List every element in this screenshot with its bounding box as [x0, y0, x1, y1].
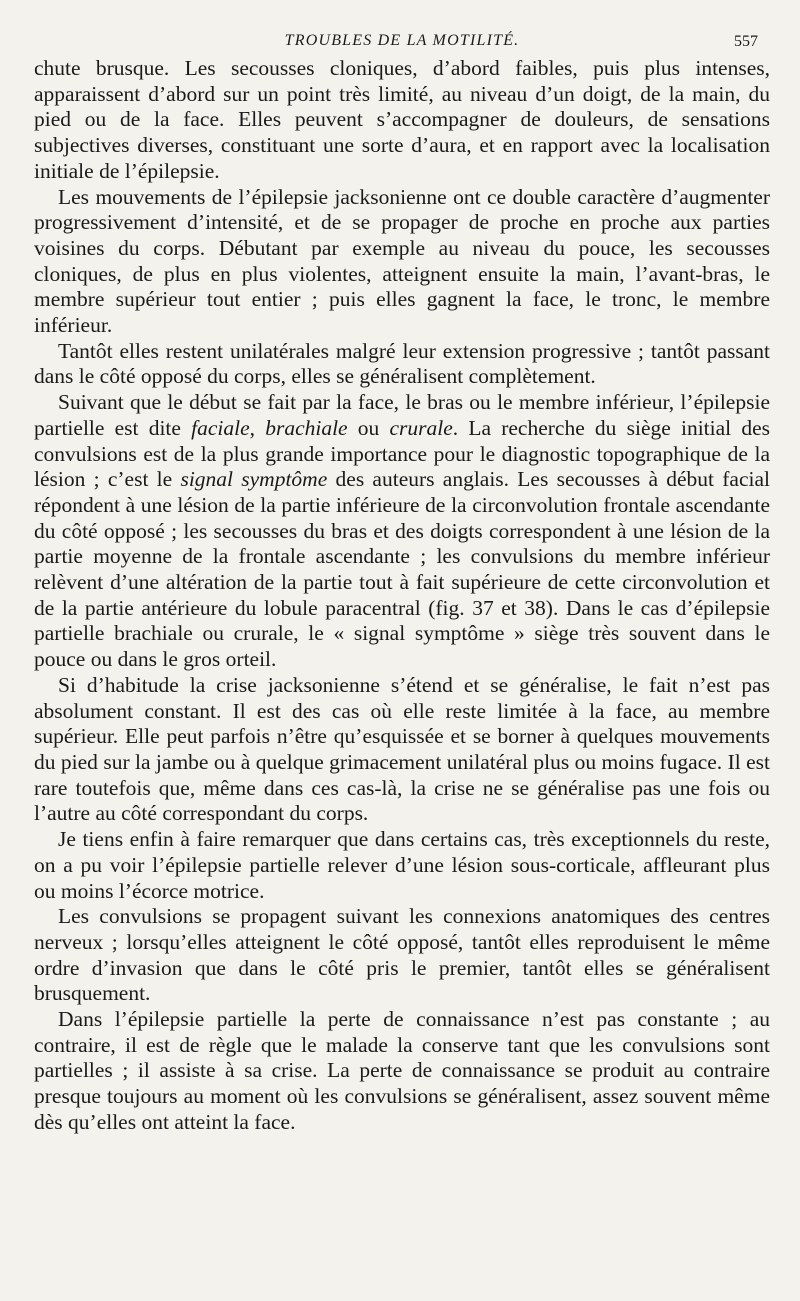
text-run: , — [249, 415, 266, 440]
text-run: . La recherche du siège initial des convulsions est de la plus grande importance pour le diagnostic topographique de la lésion ; c’est le — [34, 415, 770, 492]
paragraph: Je tiens enfin à faire remarquer que dans certains cas, très exceptionnels du reste, on a pu voir l’épilepsie partielle relever d’une lésion sous-corticale, affleurant plus ou moins l’écorce motrice. — [34, 827, 770, 903]
paragraph: Tantôt elles restent unilatérales malgré leur extension progressive ; tantôt passant dans le côté opposé du corps, elles se généralisent complètement. — [34, 338, 770, 389]
text-run: des auteurs anglais. Les secousses à début facial répondent à une lésion de la partie inférieure de la circonvolution frontale ascendante du côté opposé ; les secousses du bras et des doigts correspondent à une lésion de la partie moyenne de la frontale ascendante ; les convulsions du membre inférieur relèvent d’une altération de la partie tout à fait supérieure de cette circonvolution et de la partie antérieure du lobule paracentral (fig. 37 et 38). Dans le cas d’épilepsie partielle brachiale ou crurale, le « signal symptôme » siège très souvent dans le pouce ou dans le gros orteil. — [34, 467, 771, 672]
running-head — [34, 22, 770, 52]
running-title: TROUBLES DE LA MOTILITÉ. — [284, 32, 520, 49]
page-number: 557 — [734, 33, 758, 50]
term-crurale: crurale — [389, 415, 453, 440]
text-run: ou — [347, 415, 390, 440]
paragraph: Les mouvements de l’épilepsie jacksonienne ont ce double caractère d’augmenter progressivement d’intensité, et de se propager de proche en proche aux parties voisines du corps. Débutant par exemple au niveau du pouce, les secousses cloniques, de plus en plus violentes, atteignent ensuite la main, l’avant-bras, le membre supérieur tout entier ; puis elles gagnent la face, le tronc, le membre inférieur. — [34, 184, 770, 338]
text-run: Suivant que le début se fait par la face, le bras ou le membre inférieur, l’épilepsie partielle est dite — [34, 390, 770, 440]
term-brachiale: brachiale — [265, 415, 348, 440]
paragraph: Les convulsions se propagent suivant les connexions anatomiques des centres nerveux ; lorsqu’elles atteignent le côté opposé, tantôt elles reproduisent le même ordre d’invasion que dans le côté pris le premier, tantôt elles se généralisent brusquement. — [34, 904, 770, 1006]
body-text — [34, 56, 770, 1136]
paragraph: Dans l’épilepsie partielle la perte de connaissance n’est pas constante ; au contraire, il est de règle que le malade la conserve tant que les convulsions sont partielles ; il assiste à sa crise. La perte de connaissance se produit au contraire presque toujours au moment où les convulsions se généralisent, assez souvent même dès qu’elles ont atteint la face. — [34, 1007, 770, 1134]
paragraph-localisation — [34, 390, 770, 673]
paragraph: Si d’habitude la crise jacksonienne s’étend et se généralise, le fait n’est pas absolument constant. Il est des cas où elle reste limitée à la face, au membre supérieur. Elle peut parfois n’être qu’esquissée et se borner à quelques mouvements du pied sur la jambe ou à quelque grimacement unilatéral plus ou moins fugace. Il est rare toutefois que, même dans ces cas-là, la crise ne se généralise pas une fois ou l’autre au côté correspondant du corps. — [34, 672, 770, 826]
term-faciale: faciale — [191, 415, 250, 440]
term-signal-symptome: signal symptôme — [180, 467, 328, 492]
paragraph-continued: chute brusque. Les secousses cloniques, d’abord faibles, puis plus intenses, apparaissent d’abord sur un point très limité, au niveau d’un doigt, de la main, du pied ou de la face. Elles peuvent s’accompagner de douleurs, de sensations subjectives diverses, constituant une sorte d’aura, et en rapport avec la localisation initiale de l’épilepsie. — [34, 56, 770, 183]
